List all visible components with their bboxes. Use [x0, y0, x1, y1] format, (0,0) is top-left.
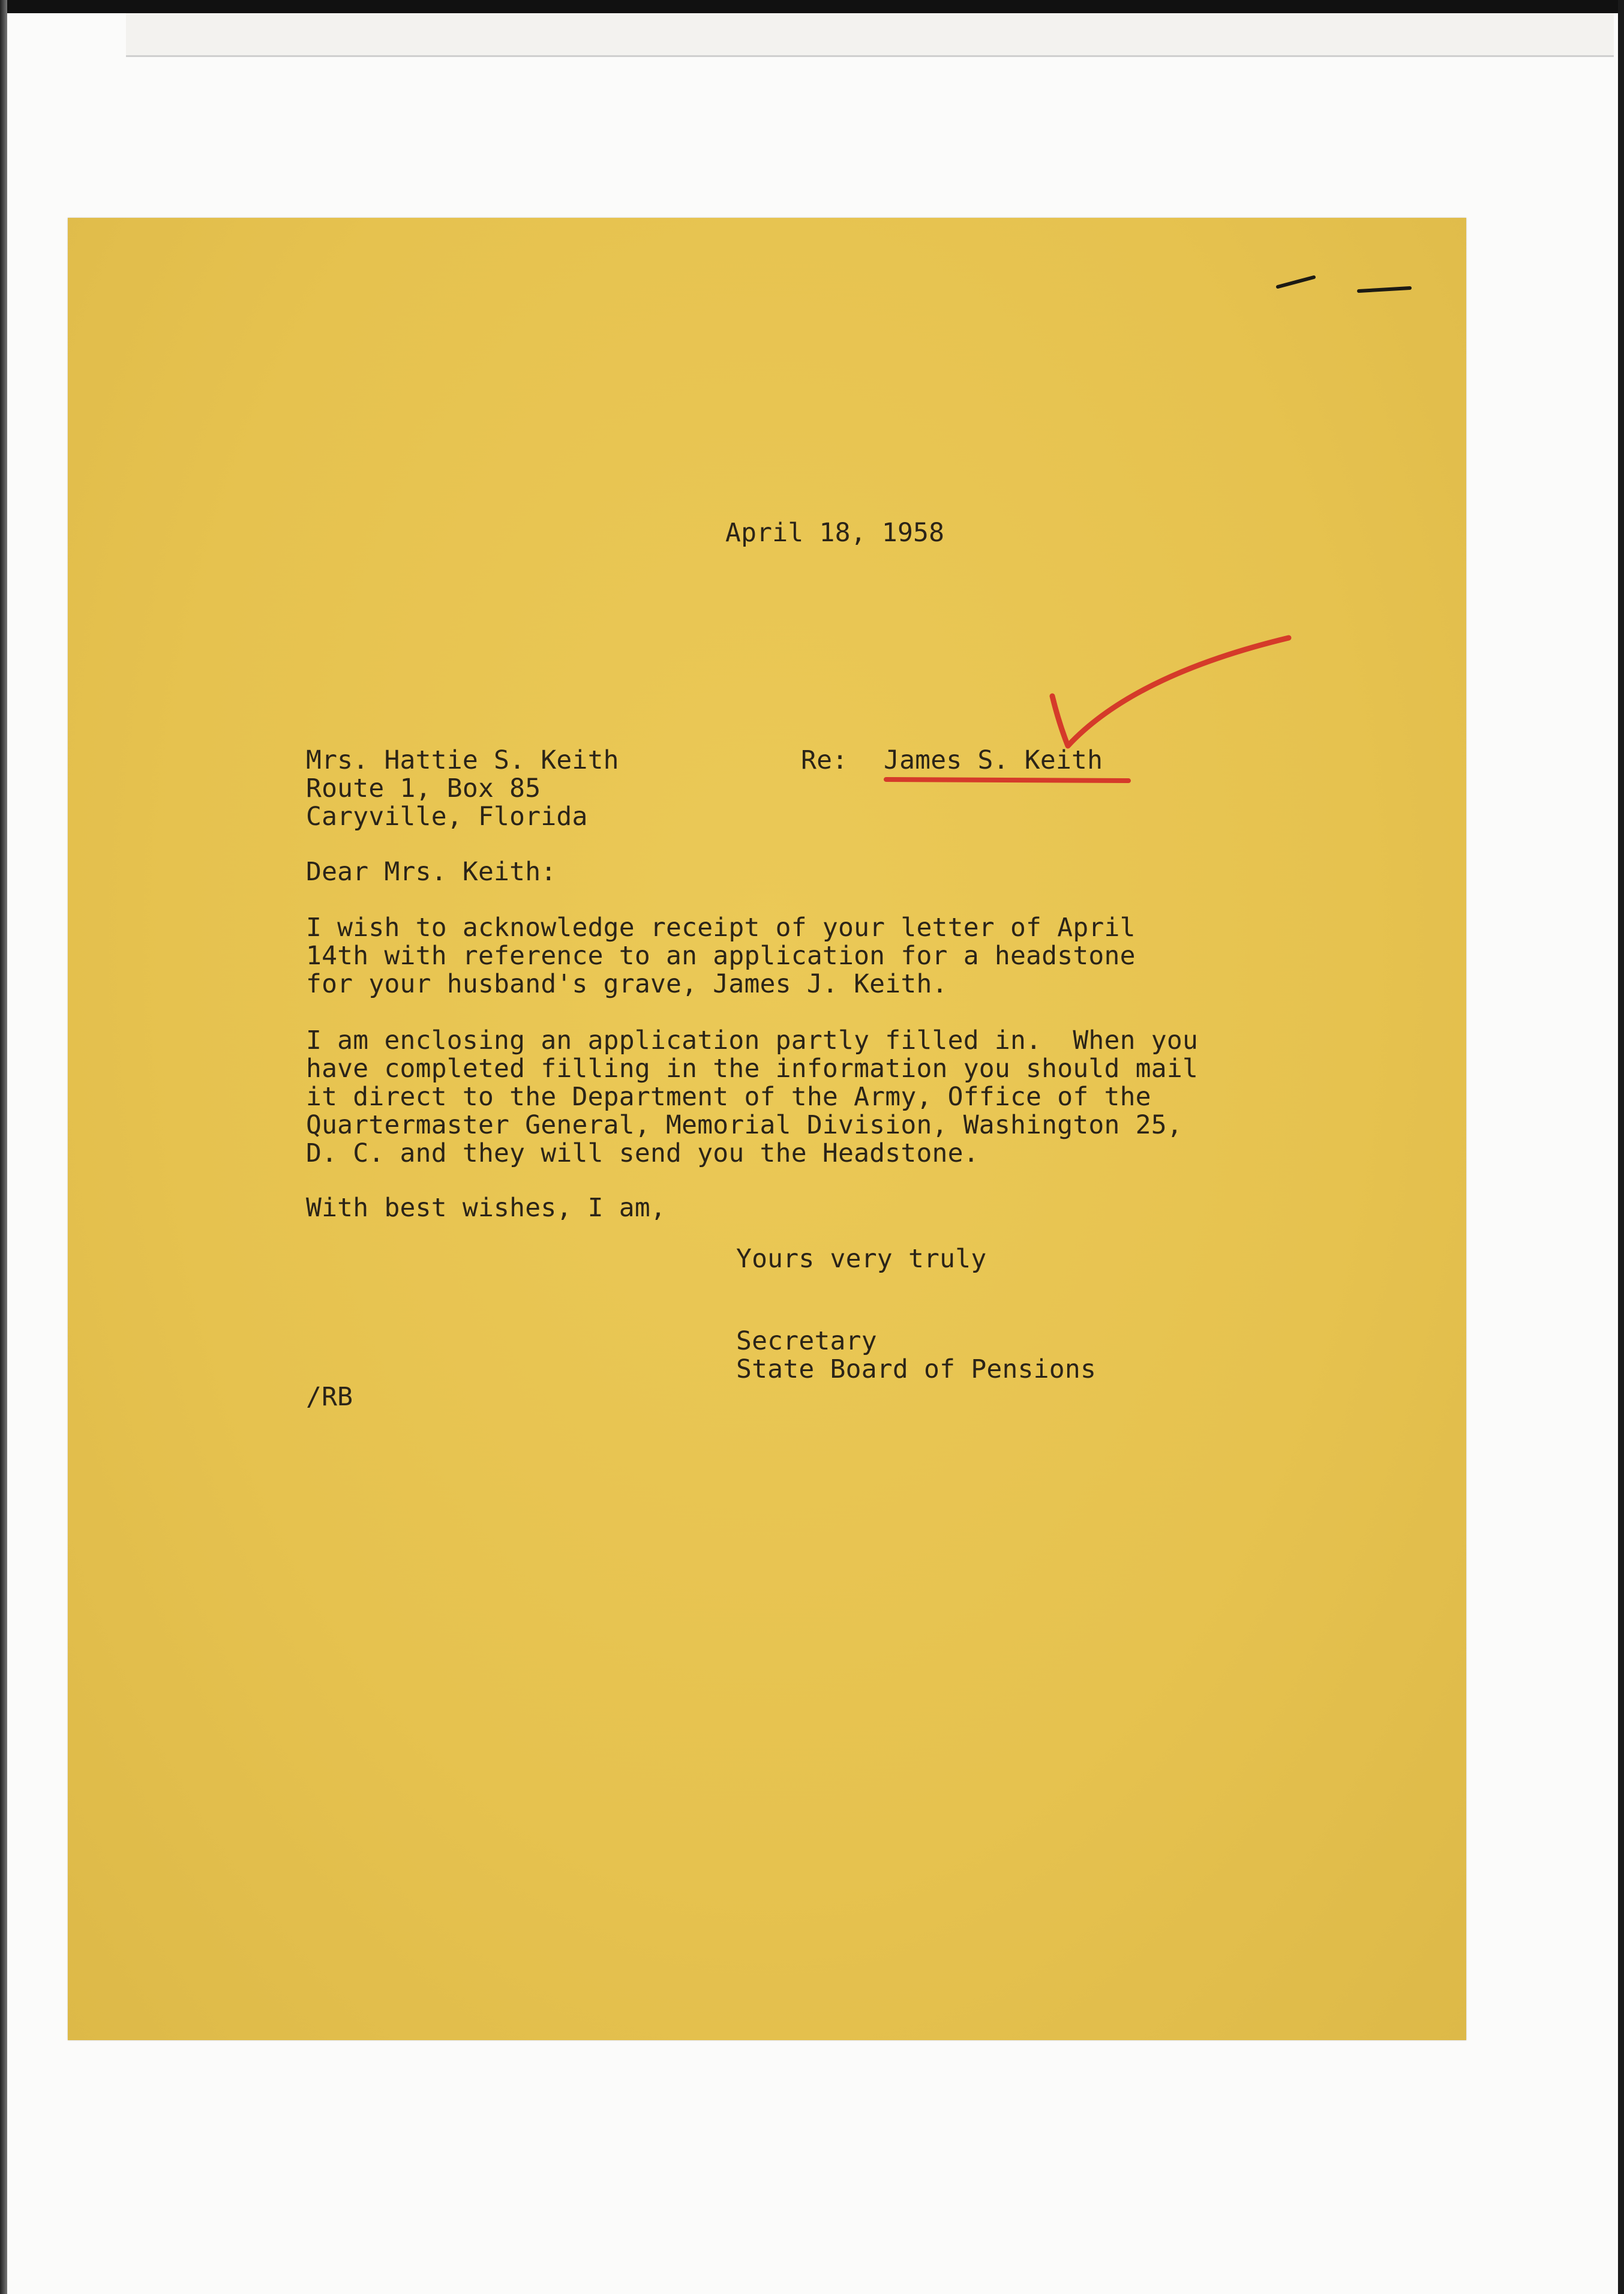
scan-border-top: [0, 0, 1624, 13]
red-check-mark: [1044, 633, 1296, 753]
signature-title: Secretary: [736, 1326, 877, 1356]
salutation: Dear Mrs. Keith:: [306, 857, 557, 887]
paragraph-2-line: have completed filling in the information you should mail: [306, 1054, 1199, 1084]
paragraph-1-line: I wish to acknowledge receipt of your letter of April: [306, 913, 1136, 943]
paragraph-2-line: D. C. and they will send you the Headstone.: [306, 1138, 979, 1168]
paragraph-1: [306, 914, 1136, 998]
scan-border-left: [0, 0, 7, 2294]
signature-org: State Board of Pensions: [736, 1354, 1097, 1384]
recipient-address-line2: Caryville, Florida: [306, 802, 588, 832]
paragraph-2-line: I am enclosing an application partly filled in. When you: [306, 1025, 1199, 1055]
signature-block: [736, 1327, 1096, 1384]
pen-mark: [1272, 264, 1422, 300]
scanner-backing-strip: [126, 13, 1614, 57]
recipient-address: [306, 746, 619, 831]
typist-initials: /RB: [306, 1382, 353, 1412]
complimentary-close: Yours very truly: [736, 1244, 987, 1274]
reference-label: Re:: [801, 745, 848, 775]
recipient-name: Mrs. Hattie S. Keith: [306, 745, 619, 775]
paragraph-1-line: for your husband's grave, James J. Keith.: [306, 969, 948, 999]
paragraph-1-line: 14th with reference to an application for a headstone: [306, 941, 1136, 971]
closing-line: With best wishes, I am,: [306, 1193, 667, 1223]
scan-border-right: [1618, 0, 1624, 2294]
paragraph-2: [306, 1027, 1198, 1168]
paragraph-2-line: it direct to the Department of the Army, Office of the: [306, 1082, 1151, 1112]
paragraph-2-line: Quartermaster General, Memorial Division, Washington 25,: [306, 1110, 1182, 1140]
letter-date: April 18, 1958: [725, 518, 945, 548]
reference-subject: James S. Keith: [884, 745, 1103, 775]
recipient-address-line1: Route 1, Box 85: [306, 773, 541, 803]
